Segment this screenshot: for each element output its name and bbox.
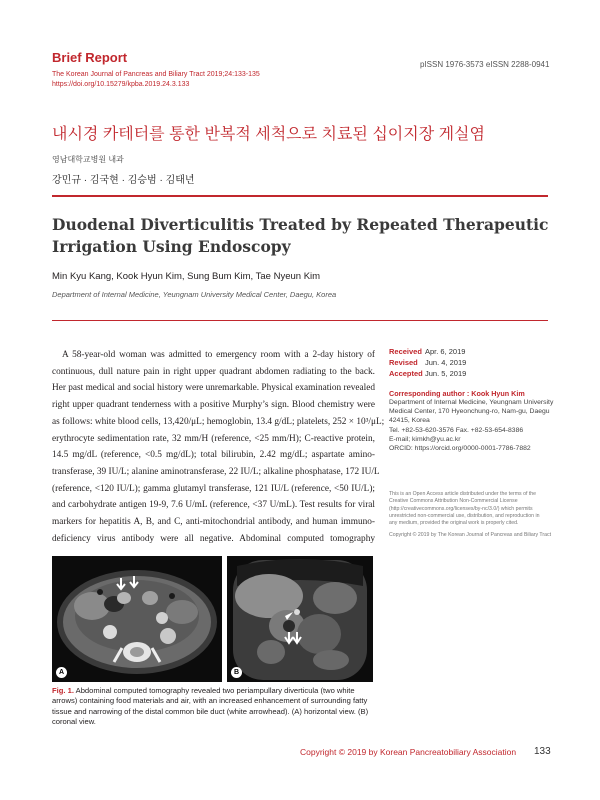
section-divider [52,320,548,321]
body-text [52,347,385,547]
korean-affiliation: 영남대학교병원 내과 [52,155,124,164]
corr-line: Department of Internal Medicine, Yeungnam University [389,399,554,406]
body-line: deficiency virus antibody were all negative. Abdominal computed tomography [52,533,375,544]
body-line: 14.5 mg/dL (reference, <0.5 mg/dL); total bilirubin, 2.42 mg/dL; aspartate amino- [52,450,375,461]
caption-text: Abdominal computed tomography revealed two periampullary diverticula (two white arrows) containing food materials and air, with an increased enhancement of surrounding fatty tissue and narrowing of the distal common bile duct (white arrowhead). (A) horizontal view. (B) coronal view. [52,686,369,727]
figure-caption [52,686,374,728]
footer-copyright: Copyright © 2019 by Korean Pancreatobiliary Association [300,747,517,757]
accepted-date: Accepted Jun. 5, 2019 [389,368,467,378]
corr-line: Medical Center, 170 Hyeonchung-ro, Nam-gu, Daegu [389,408,550,416]
corresponding-author-details [389,398,554,453]
section-label: Brief Report [52,50,128,65]
journal-citation: The Korean Journal of Pancreas and Biliary Tract 2019;24:133-135 [52,71,260,78]
body-line: markers for hepatitis A, B, and C, anti-mitochondrial antibody, and human immuno- [52,517,375,528]
body-line: erythrocyte sedimentation rate, 32 mm/H (reference, <25 mm/H); C-reactive protein, [52,433,375,444]
title-divider [52,195,548,197]
body-line: (reference, <120 IU/L); gamma glutamyl transferase, 121 IU/L (reference, <50 IU/L); [52,483,375,494]
revised-date: Revised Jun. 4, 2019 [389,357,467,367]
korean-title: 내시경 카테터를 통한 반복적 세척으로 치료된 십이지장 게실염 [52,126,485,143]
issn-numbers: pISSN 1976-3573 eISSN 2288-0941 [420,60,550,69]
author-affiliation: Department of Internal Medicine, Yeungnam University Medical Center, Daegu, Korea [52,290,337,299]
page-number: 133 [534,746,551,757]
caption-label: Fig. 1. [52,686,74,695]
corr-line: Tel. +82-53-620-3576 Fax. +82-53-654-8386 [389,426,524,434]
figure-panel-a [52,556,222,682]
body-line: continuous, dull nature pain in right upper quadrant abdomen radiating to the back. [52,366,375,377]
author-list: Min Kyu Kang, Kook Hyun Kim, Sung Bum Kim, Tae Nyeun Kim [52,271,321,282]
panel-b-label: B [231,667,242,678]
article-dates [389,347,466,379]
received-date: Received Apr. 6, 2019 [389,347,466,356]
body-line: Her past medical and social history were unremarkable. Physical examination revealed [52,383,375,394]
body-line: transferase, 39 IU/L; alanine aminotransferase, 22 IU/L; alkaline phosphatase, 172 IU/L [52,466,380,477]
body-line: A 58-year-old woman was admitted to emergency room with a 2-day history of [62,350,375,360]
corresponding-author-heading: Corresponding author : Kook Hyun Kim [389,389,525,398]
article-title: Duodenal Diverticulitis Treated by Repeated Therapeutic Irrigation Using Endoscopy [52,215,549,256]
korean-authors: 강민규 · 김국현 · 김승범 · 김태년 [52,175,195,186]
panel-a-label: A [56,667,67,678]
body-line: right upper quadrant tenderness with a positive Murphy’s sign. Blood chemistry were [52,400,375,411]
figure-panel-b [227,556,373,682]
corr-email[interactable]: E-mail; kimkh@yu.ac.kr [389,435,461,443]
corr-orcid[interactable]: ORCID: https://orcid.org/0000-0001-7786-7882 [389,445,531,453]
journal-copyright: Copyright © 2019 by The Korean Journal of Pancreas and Biliary Tract [389,532,552,538]
body-line: as follows: white blood cells, 13,420/μL; hemoglobin, 13.4 g/dL; platelets, 252 × 10³/μL; [52,416,385,427]
license-notice: This is an Open Access article distributed under the terms of the Creative Commons Attribution Non-Commercial License (http://creativecommons.org/licenses/by-nc/3.0/) which permits unrestricted non-commercial use, distribution, and reproduction in any medium, provided the original work is properly cited. [389,491,540,527]
ct-axial-image [52,556,222,682]
doi-link[interactable]: https://doi.org/10.15279/kpba.2019.24.3.133 [52,81,190,88]
corr-line: 42415, Korea [389,417,430,425]
body-line: and carbohydrate antigen 19-9, 7.6 U/mL (reference, <37 U/mL). Test results for viral [52,500,375,511]
ct-coronal-image [227,556,373,682]
